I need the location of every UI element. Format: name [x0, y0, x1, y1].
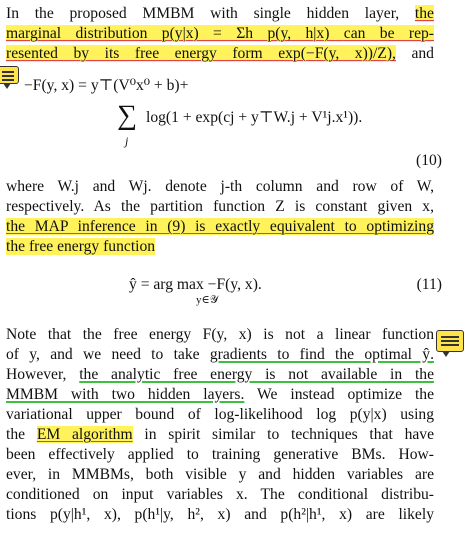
text-line [6, 365, 434, 384]
note-icon[interactable] [436, 330, 464, 352]
text-span: In the proposed MMBM with single hidden layer, [6, 5, 400, 22]
highlight[interactable]: the free energy function [6, 238, 156, 255]
underline[interactable]: MMBM with two hidden layers. [6, 386, 245, 403]
text-line: respectively. As the partition function Z is constant given x, [6, 198, 434, 215]
text-line [6, 237, 434, 256]
text-line [6, 4, 434, 23]
text-line: been effectively applied to training generative BMs. How- [6, 446, 434, 463]
equation-10-line1: −F(y, x) = y⊤(V⁰x⁰ + b)+ [24, 77, 189, 94]
text-line: Note that the free energy F(y, x) is not a linear function [6, 326, 434, 343]
text-line: variational upper bound of log-likelihood log p(y|x) using [6, 406, 434, 423]
underline[interactable]: the analytic free energy is not available in the [79, 366, 434, 383]
sum-symbol: ∑ [117, 100, 137, 131]
math-inline: p(y|x) = Σh p(y, h|x) [161, 25, 330, 42]
text-line: where W.j and Wj. denote j-th column and row of W, [6, 178, 434, 195]
highlight[interactable]: the MAP inference in (9) is exactly equivalent to optimizing [6, 218, 434, 235]
text-span: of y, and we need to take [6, 346, 200, 363]
text-span: the [6, 426, 26, 443]
highlight[interactable]: marginal distribution [6, 25, 148, 42]
math-inline: exp(−F(y, x))/Z), [278, 45, 396, 62]
highlight[interactable]: can be rep- [343, 25, 434, 42]
note-icon[interactable] [0, 66, 19, 84]
argmax-subscript: y∈𝒴 [196, 294, 219, 306]
text-line: conditioned on input variables x. The conditional distribu- [6, 486, 434, 503]
text-line [6, 44, 434, 63]
equation-10-line2: log(1 + exp(cj + y⊤W.j + V¹j.x¹)). [146, 109, 363, 126]
highlight[interactable]: resented by its free energy form [6, 45, 263, 62]
equation-number: (10) [416, 152, 442, 169]
text-line [6, 385, 434, 404]
equation-11: ŷ = arg max −F(y, x). [129, 276, 262, 293]
text-span: However, [6, 366, 67, 383]
underline[interactable]: gradients to find the optimal ŷ. [209, 346, 434, 363]
text-span: We instead optimize the [257, 386, 434, 403]
sum-index: j [125, 134, 129, 148]
text-line: tions p(y|h¹, x), p(h¹|y, h², x) and p(h²|h¹, x) are likely [6, 506, 434, 523]
highlight[interactable]: the [414, 5, 434, 22]
text-span: in spirit similar to techniques that have [144, 426, 435, 443]
text-span: and [411, 45, 434, 62]
text-line [6, 217, 434, 236]
text-line [6, 345, 434, 364]
text-line: ever, in MMBMs, both visible y and hidden variables are [6, 466, 434, 483]
text-line [6, 24, 434, 43]
text-line [6, 425, 434, 444]
highlight[interactable]: EM algorithm [36, 426, 133, 443]
equation-number: (11) [416, 276, 442, 293]
